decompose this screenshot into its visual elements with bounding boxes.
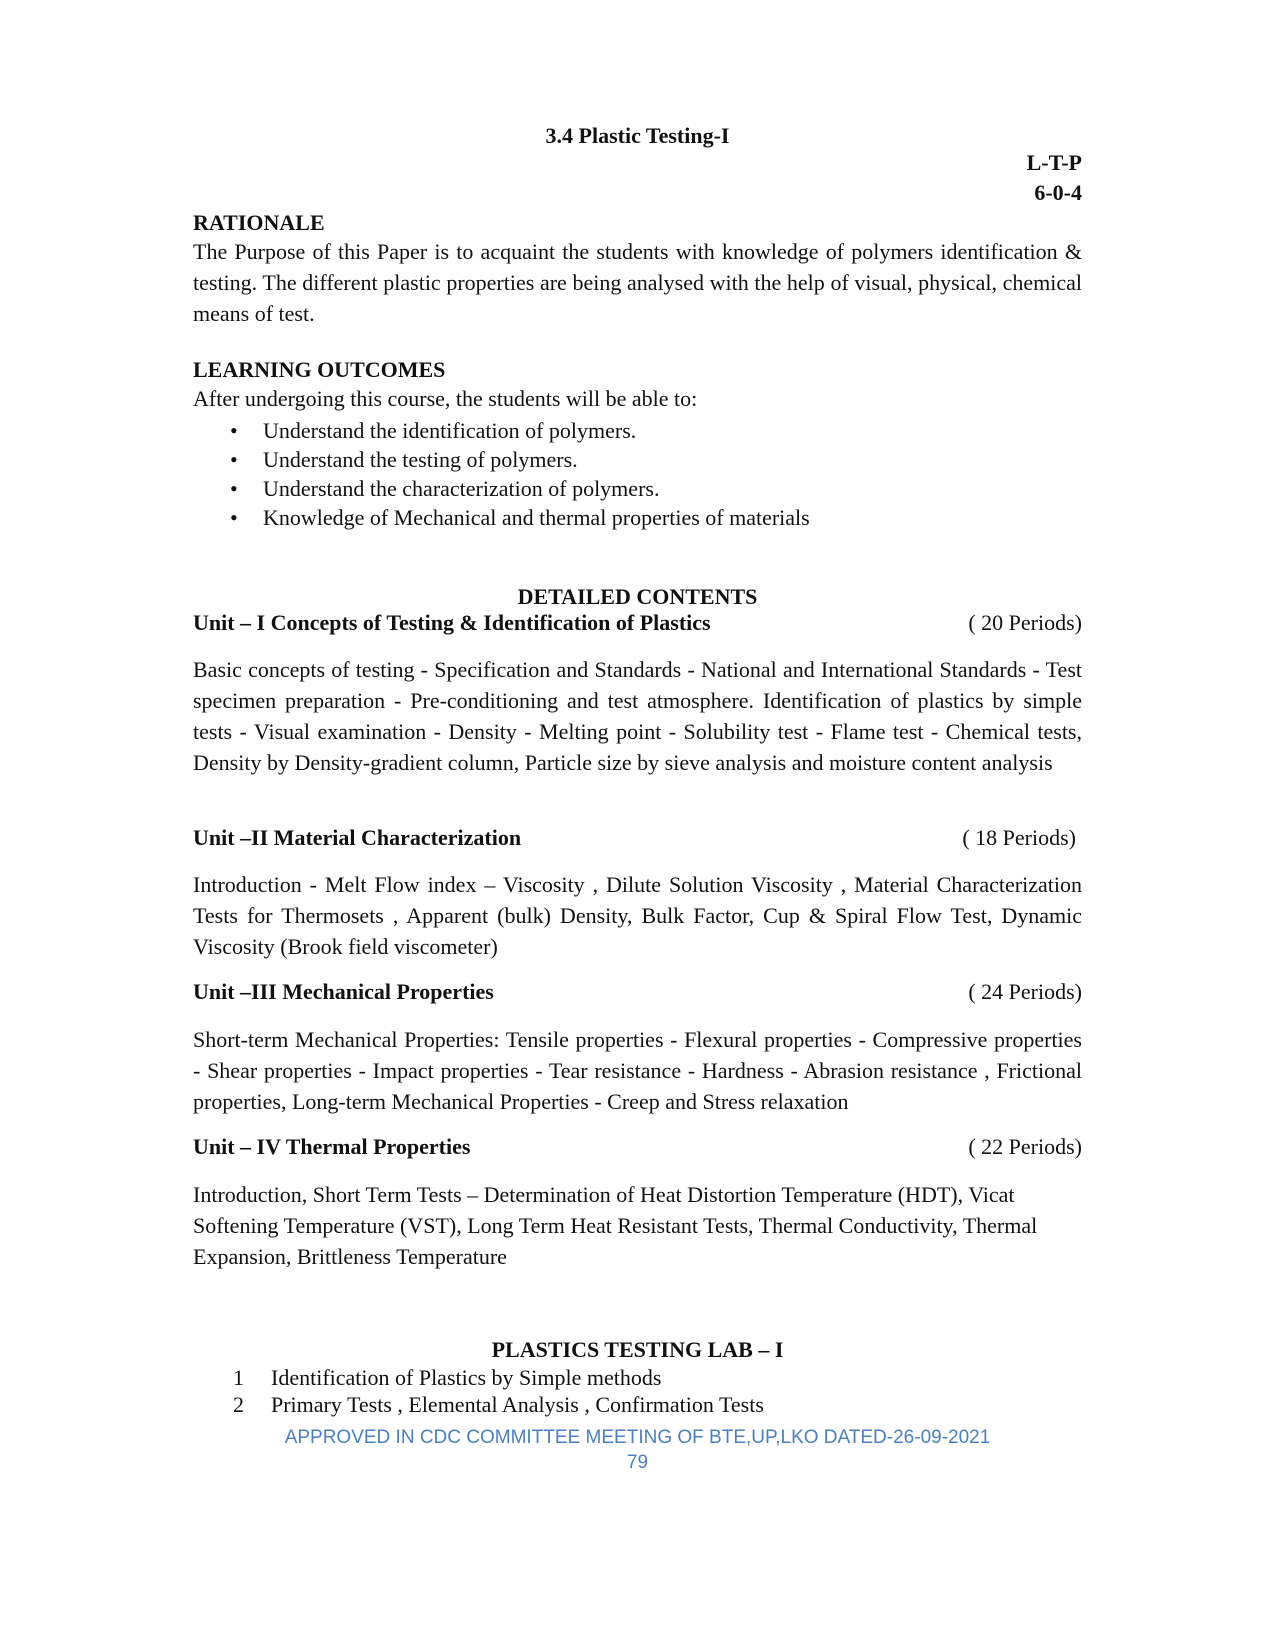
unit-3-periods: ( 24 Periods): [968, 979, 1082, 1004]
list-item: • Understand the characterization of polymers.: [230, 476, 660, 501]
lab-item-number: 1: [233, 1365, 244, 1390]
lab-heading: PLASTICS TESTING LAB – I: [491, 1337, 784, 1362]
unit-2-title: Unit –II Material Characterization: [193, 825, 522, 850]
lab-item-text: Identification of Plastics by Simple methods: [271, 1365, 662, 1390]
page-number: 79: [626, 1452, 649, 1473]
learning-outcomes-list: [230, 416, 810, 532]
unit-3-text: Short-term Mechanical Properties: Tensile properties - Flexural properties - Compressive properties - Shear properties - Impact properties - Tear resistance - Hardness - Abrasion resistance , Frictional properties, Long-term Mechanical Properties - Creep and Stress relaxation: [193, 1027, 1082, 1114]
list-item: • Knowledge of Mechanical and thermal properties of materials: [230, 505, 810, 530]
unit-4-text: Introduction, Short Term Tests – Determination of Heat Distortion Temperature (HDT), Vicat Softening Temperature (VST), Long Term Heat Resistant Tests, Thermal Conductivity, Thermal Expansion, Brittleness Temperature: [193, 1182, 1038, 1269]
unit-4-periods: ( 22 Periods): [968, 1134, 1082, 1159]
learning-outcomes-heading: LEARNING OUTCOMES: [193, 357, 446, 382]
rationale-heading: RATIONALE: [193, 210, 325, 235]
ltp-label: L-T-P: [1026, 150, 1082, 175]
unit-2-text: Introduction - Melt Flow index – Viscosity , Dilute Solution Viscosity , Material Characterization Tests for Thermosets , Apparent (bulk) Density, Bulk Factor, Cup & Spiral Flow Test, Dynamic Viscosity (Brook field viscometer): [193, 872, 1082, 959]
rationale-text: The Purpose of this Paper is to acquaint the students with knowledge of polymers identification & testing. The different plastic properties are being analysed with the help of visual, physical, chemical means of test.: [193, 239, 1082, 326]
unit-1-periods: ( 20 Periods): [968, 610, 1082, 635]
list-item: [233, 1364, 764, 1391]
lab-item-text: Primary Tests , Elemental Analysis , Confirmation Tests: [271, 1392, 764, 1417]
page-title: 3.4 Plastic Testing-I: [545, 123, 730, 148]
learning-outcomes-intro: After undergoing this course, the students will be able to:: [193, 386, 698, 411]
unit-2-header: [193, 825, 1082, 851]
unit-3-header: [193, 979, 1082, 1005]
bullet-icon: •: [230, 447, 238, 472]
unit-1-text: Basic concepts of testing - Specification and Standards - National and International Standards - Test specimen preparation - Pre-conditioning and test atmosphere. Identification of plastics by simple tests - Visual examination - Density - Melting point - Solubility test - Flame test - Chemical tests, Density by Density-gradient column, Particle size by sieve analysis and moisture content analysis: [193, 657, 1082, 775]
lab-list: [233, 1364, 764, 1418]
bullet-icon: •: [230, 505, 238, 530]
list-item: • Understand the identification of polymers.: [230, 418, 637, 443]
approval-footer: APPROVED IN CDC COMMITTEE MEETING OF BTE,UP,LKO DATED-26-09-2021: [284, 1427, 991, 1448]
unit-2-periods: ( 18 Periods): [962, 825, 1076, 850]
bullet-icon: •: [230, 476, 238, 501]
unit-1-title: Unit – I Concepts of Testing & Identification of Plastics: [193, 610, 711, 635]
list-item: • Understand the testing of polymers.: [230, 447, 578, 472]
unit-4-title: Unit – IV Thermal Properties: [193, 1134, 471, 1159]
unit-3-title: Unit –III Mechanical Properties: [193, 979, 494, 1004]
lab-item-number: 2: [233, 1392, 244, 1417]
unit-1-header: [193, 610, 1082, 636]
ltp-value: 6-0-4: [1034, 180, 1082, 205]
bullet-icon: •: [230, 418, 238, 443]
detailed-contents-heading: DETAILED CONTENTS: [517, 584, 758, 609]
list-item: [233, 1391, 764, 1418]
unit-4-header: [193, 1134, 1082, 1160]
